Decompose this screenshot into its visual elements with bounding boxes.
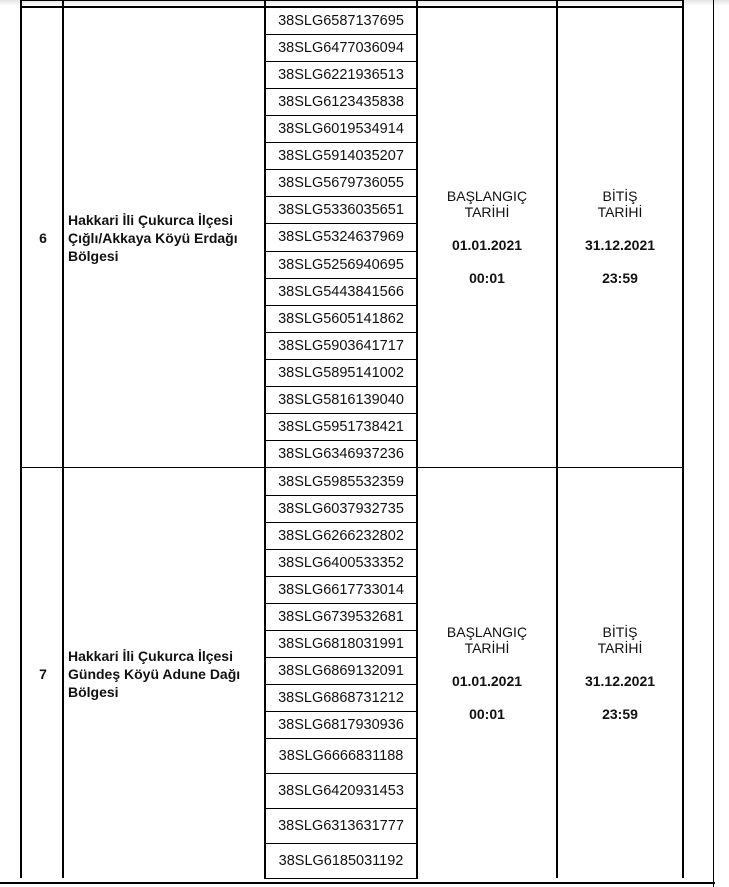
column-divider-end [682, 0, 684, 878]
end-date-label-1: BİTİŞ [602, 188, 638, 204]
coordinate-code: 38SLG5443841566 [266, 278, 416, 305]
coordinate-code: 38SLG6420931453 [266, 773, 416, 808]
coordinate-code: 38SLG6221936513 [266, 61, 416, 88]
start-date-value: 01.01.2021 [451, 673, 523, 689]
start-date-cell [417, 624, 557, 722]
row-number: 6 [39, 230, 47, 246]
code-list-bottom-border [264, 878, 418, 879]
end-date-label-2: TARİHİ [597, 640, 643, 656]
coordinate-code: 38SLG6868731212 [266, 684, 416, 711]
coordinate-code: 38SLG6313631777 [266, 808, 416, 843]
table-top-border [20, 0, 684, 1]
end-date-value: 31.12.2021 [584, 673, 656, 689]
start-time-value: 00:01 [469, 270, 505, 286]
row-number: 7 [39, 666, 47, 682]
coordinate-code: 38SLG6037932735 [266, 495, 416, 522]
column-divider-start [556, 0, 558, 878]
page-edge-right [713, 0, 714, 887]
end-date-cell [550, 188, 690, 286]
end-date-value: 31.12.2021 [584, 237, 656, 253]
coordinate-code: 38SLG6477036094 [266, 34, 416, 61]
coordinate-code: 38SLG6019534914 [266, 115, 416, 142]
coordinate-code: 38SLG5895141002 [266, 359, 416, 386]
table-border-left [20, 0, 22, 878]
end-time-value: 23:59 [602, 706, 638, 722]
coordinate-code: 38SLG6587137695 [278, 12, 404, 29]
start-time-value: 00:01 [469, 706, 505, 722]
coordinate-code: 38SLG6817930936 [266, 711, 416, 738]
column-divider-codes [416, 0, 418, 878]
coordinate-code: 38SLG6266232802 [266, 522, 416, 549]
coordinate-code: 38SLG6617733014 [266, 576, 416, 603]
coordinate-code: 38SLG6666831188 [266, 738, 416, 773]
region-name: Hakkari İli Çukurca İlçesi Gündeş Köyü Adune Dağı Bölgesi [68, 648, 241, 700]
start-date-label-1: BAŞLANGIÇ [446, 624, 528, 640]
coordinate-code: 38SLG5903641717 [266, 332, 416, 359]
coordinate-code: 38SLG6739532681 [266, 603, 416, 630]
column-divider-number [62, 0, 64, 878]
coordinate-code: 38SLG6400533352 [266, 549, 416, 576]
end-date-label-1: BİTİŞ [602, 624, 638, 640]
start-date-label-2: TARİHİ [464, 640, 510, 656]
end-time-value: 23:59 [602, 270, 638, 286]
end-date-label-2: TARİHİ [597, 204, 643, 220]
coordinate-code: 38SLG5985532359 [278, 473, 404, 490]
coordinate-code: 38SLG5816139040 [266, 386, 416, 413]
coordinate-code: 38SLG6818031991 [266, 630, 416, 657]
coordinate-code: 38SLG5951738421 [266, 413, 416, 440]
start-date-cell [417, 188, 557, 286]
start-date-value: 01.01.2021 [451, 237, 523, 253]
coordinate-code: 38SLG5679736055 [266, 169, 416, 196]
table-bottom-border [0, 882, 715, 884]
start-date-label-1: BAŞLANGIÇ [446, 188, 528, 204]
coordinate-code: 38SLG6346937236 [266, 440, 416, 467]
coordinate-code: 38SLG6869132091 [266, 657, 416, 684]
coordinate-code: 38SLG6185031192 [266, 843, 416, 878]
region-name: Hakkari İli Çukurca İlçesi Çığlı/Akkaya Köyü Erdağı Bölgesi [68, 212, 238, 264]
coordinate-code: 38SLG5914035207 [266, 142, 416, 169]
coordinate-code: 38SLG5256940695 [266, 251, 416, 278]
coordinate-code: 38SLG5605141862 [266, 305, 416, 332]
coordinate-code: 38SLG6123435838 [266, 88, 416, 115]
start-date-label-2: TARİHİ [464, 204, 510, 220]
coordinate-code: 38SLG5324637969 [266, 223, 416, 250]
coordinate-code: 38SLG5336035651 [266, 196, 416, 223]
end-date-cell [550, 624, 690, 722]
